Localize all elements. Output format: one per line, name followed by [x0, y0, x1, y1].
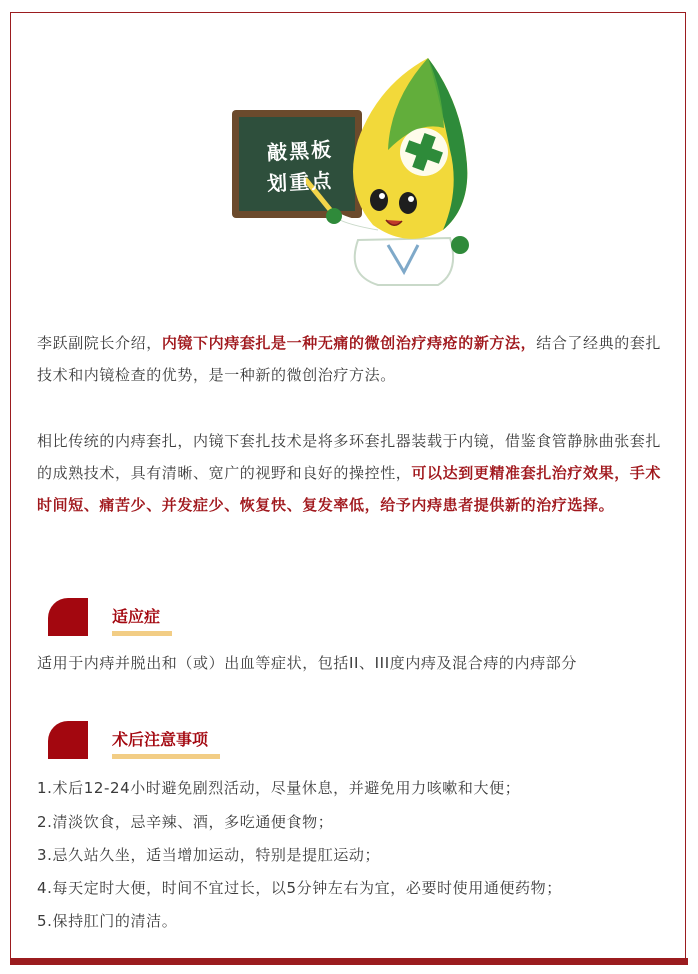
heading-tab-icon — [48, 598, 88, 636]
postop-item-5: 5.保持肛门的清洁。 — [37, 912, 178, 930]
intro-p1-prefix: 李跃副院长介绍， — [37, 334, 162, 352]
indications-title: 适应症 — [112, 607, 161, 626]
intro-p2-highlight: 可以达到更精准套扎治疗效果，手术时间短、痛苦少、并发症少、恢复快、复发率低，给予内痔患者提供新的治疗选择。 — [37, 464, 662, 514]
intro-p1-highlight: 内镜下内痔套扎是一种无痛的微创治疗痔疮的新方法， — [161, 334, 537, 352]
chalkboard-text-line2: 划重点 — [266, 168, 334, 196]
bottom-bar — [10, 958, 688, 965]
indications-text: 适用于内痔并脱出和（或）出血等症状，包括II、III度内痔及混合痔的内痔部分 — [37, 654, 577, 672]
intro-paragraph-2 — [37, 425, 663, 521]
postop-item-2: 2.清淡饮食，忌辛辣、酒，多吃通便食物； — [37, 813, 334, 831]
heading-tab-icon — [48, 721, 88, 759]
postop-title: 术后注意事项 — [112, 730, 209, 749]
mascot-coat-icon — [355, 238, 453, 285]
intro-paragraph-1 — [37, 327, 663, 391]
heading-underline — [112, 754, 220, 759]
postop-item-3: 3.忌久站久坐，适当增加运动，特别是提肛运动； — [37, 846, 381, 864]
intro-p1-suffix: 结合了经典的套扎技术和内镜检查的优势，是一种新的微创治疗方法。 — [37, 334, 662, 384]
postop-item-4: 4.每天定时大便，时间不宜过长，以5分钟左右为宜，必要时使用通便药物； — [37, 879, 562, 897]
heading-underline — [112, 631, 172, 636]
postop-item-1: 1.术后12-24小时避免剧烈活动，尽量休息，并避免用力咳嗽和大便； — [37, 779, 521, 797]
chalkboard-text-line1: 敲黑板 — [266, 137, 334, 165]
intro-p2-prefix: 相比传统的内痔套扎，内镜下套扎技术是将多环套扎器装载于内镜，借鉴食管静脉曲张套扎的成熟技术，具有清晰、宽广的视野和良好的操控性， — [37, 432, 662, 482]
medical-cross-icon — [400, 128, 448, 176]
